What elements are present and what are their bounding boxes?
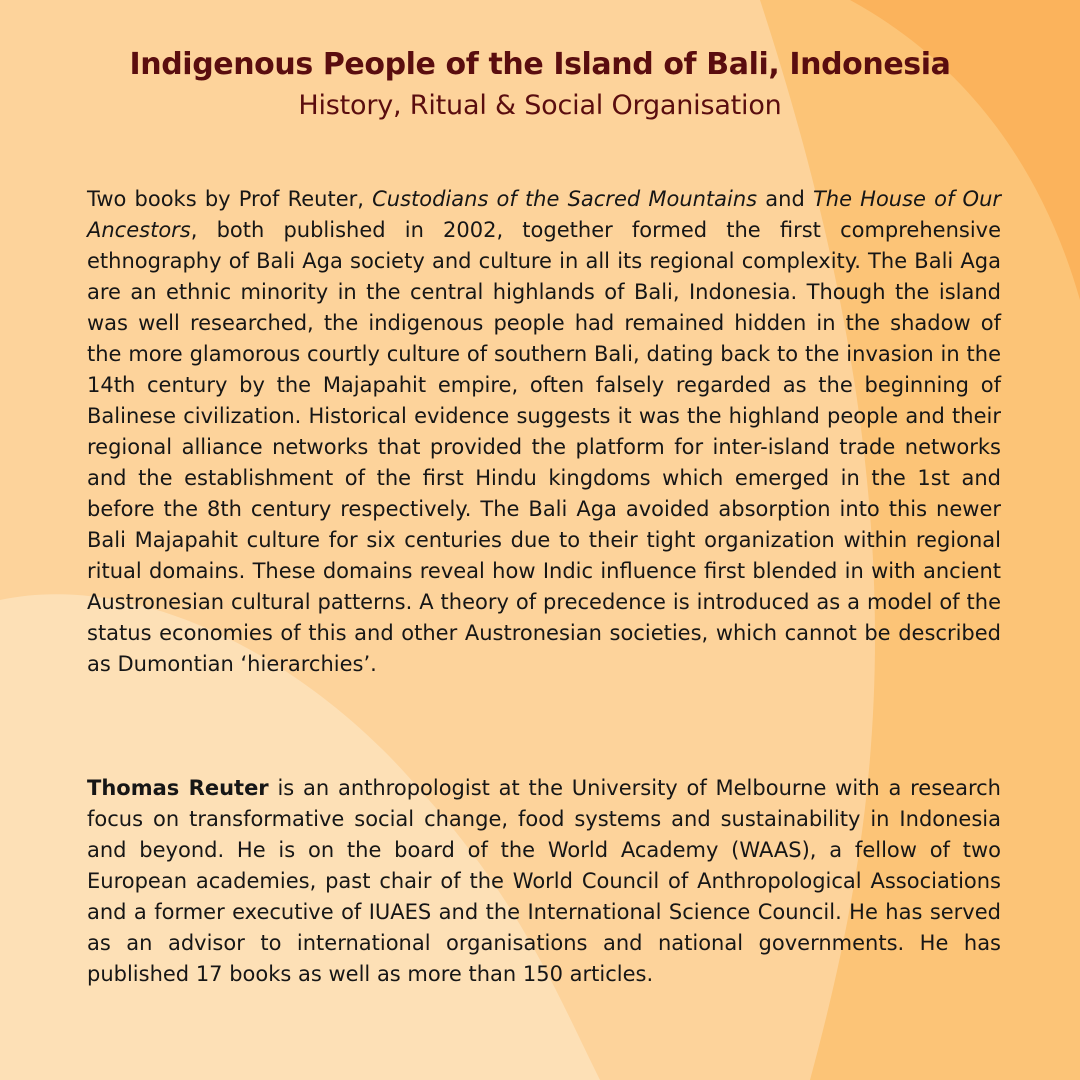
page-subtitle: History, Ritual & Social Organisation xyxy=(298,90,782,121)
book-description-paragraph xyxy=(87,184,1001,680)
book-description-body: , both published in 2002, together formed the first comprehensive ethnography of Bali Aga society and culture in all its regional complexity. The Bali Aga are an ethnic minority in the central highlands of Bali, Indonesia. Though the island was well researched, the indigenous people had remained hidden in the shadow of the more glamorous courtly culture of southern Bali, dating back to the invasion in the 14th century by the Majapahit empire, often falsely regarded as the beginning of Balinese civilization. Historical evidence suggests it was the highland people and their regional alliance networks that provided the platform for inter-island trade networks and the establishment of the first Hindu kingdoms which emerged in the 1st and before the 8th century respectively. The Bali Aga avoided absorption into this newer Bali Majapahit culture for six centuries due to their tight organization within regional ritual domains. These domains reveal how Indic influence first blended in with ancient Austronesian cultural patterns. A theory of precedence is introduced as a model of the status economies of this and other Austronesian societies, which cannot be described as Dumontian ‘hierarchies’. xyxy=(87,218,1001,676)
book-title-house-of-ancestors: The House of Our Ancestors xyxy=(87,187,1002,242)
page-title: Indigenous People of the Island of Bali, Indonesia xyxy=(129,47,951,82)
author-bio-paragraph xyxy=(87,773,1001,990)
book-description-connector: and xyxy=(757,187,813,211)
author-bio-body: is an anthropologist at the University of Melbourne with a research focus on transformative social change, food systems and sustainability in Indonesia and beyond. He is on the board of the World Academy (WAAS), a fellow of two European academies, past chair of the World Council of Anthropological Associations and a former executive of IUAES and the International Science Council. He has served as an advisor to international organisations and national governments. He has published 17 books as well as more than 150 articles. xyxy=(87,776,1001,986)
book-description-intro: Two books by Prof Reuter, xyxy=(87,187,373,211)
page-header xyxy=(0,44,1080,126)
book-title-custodians: Custodians of the Sacred Mountains xyxy=(372,187,758,211)
author-name: Thomas Reuter xyxy=(87,776,269,800)
